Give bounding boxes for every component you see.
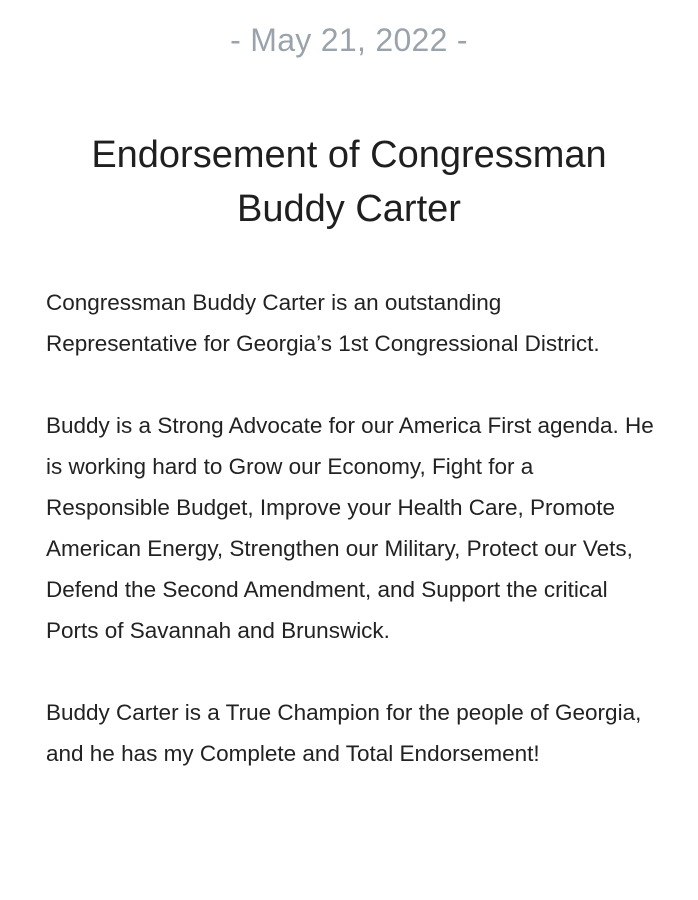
statement-date: - May 21, 2022 - xyxy=(230,22,468,58)
statement-body xyxy=(46,282,658,815)
paragraph-intro: Congressman Buddy Carter is an outstanding Representative for Georgia’s 1st Congressional District. xyxy=(46,290,600,356)
paragraph-endorsement: Buddy Carter is a True Champion for the people of Georgia, and he has my Complete and Total Endorsement! xyxy=(46,700,642,766)
paragraph-agenda: Buddy is a Strong Advocate for our America First agenda. He is working hard to Grow our Economy, Fight for a Responsible Budget, Improve your Health Care, Promote American Energy, Strengthen our Military, Protect our Vets, Defend the Second Amendment, and Support the critical Ports of Savannah and Brunswick. xyxy=(46,413,654,643)
statement-title: Endorsement of Congressman Buddy Carter xyxy=(91,134,607,230)
